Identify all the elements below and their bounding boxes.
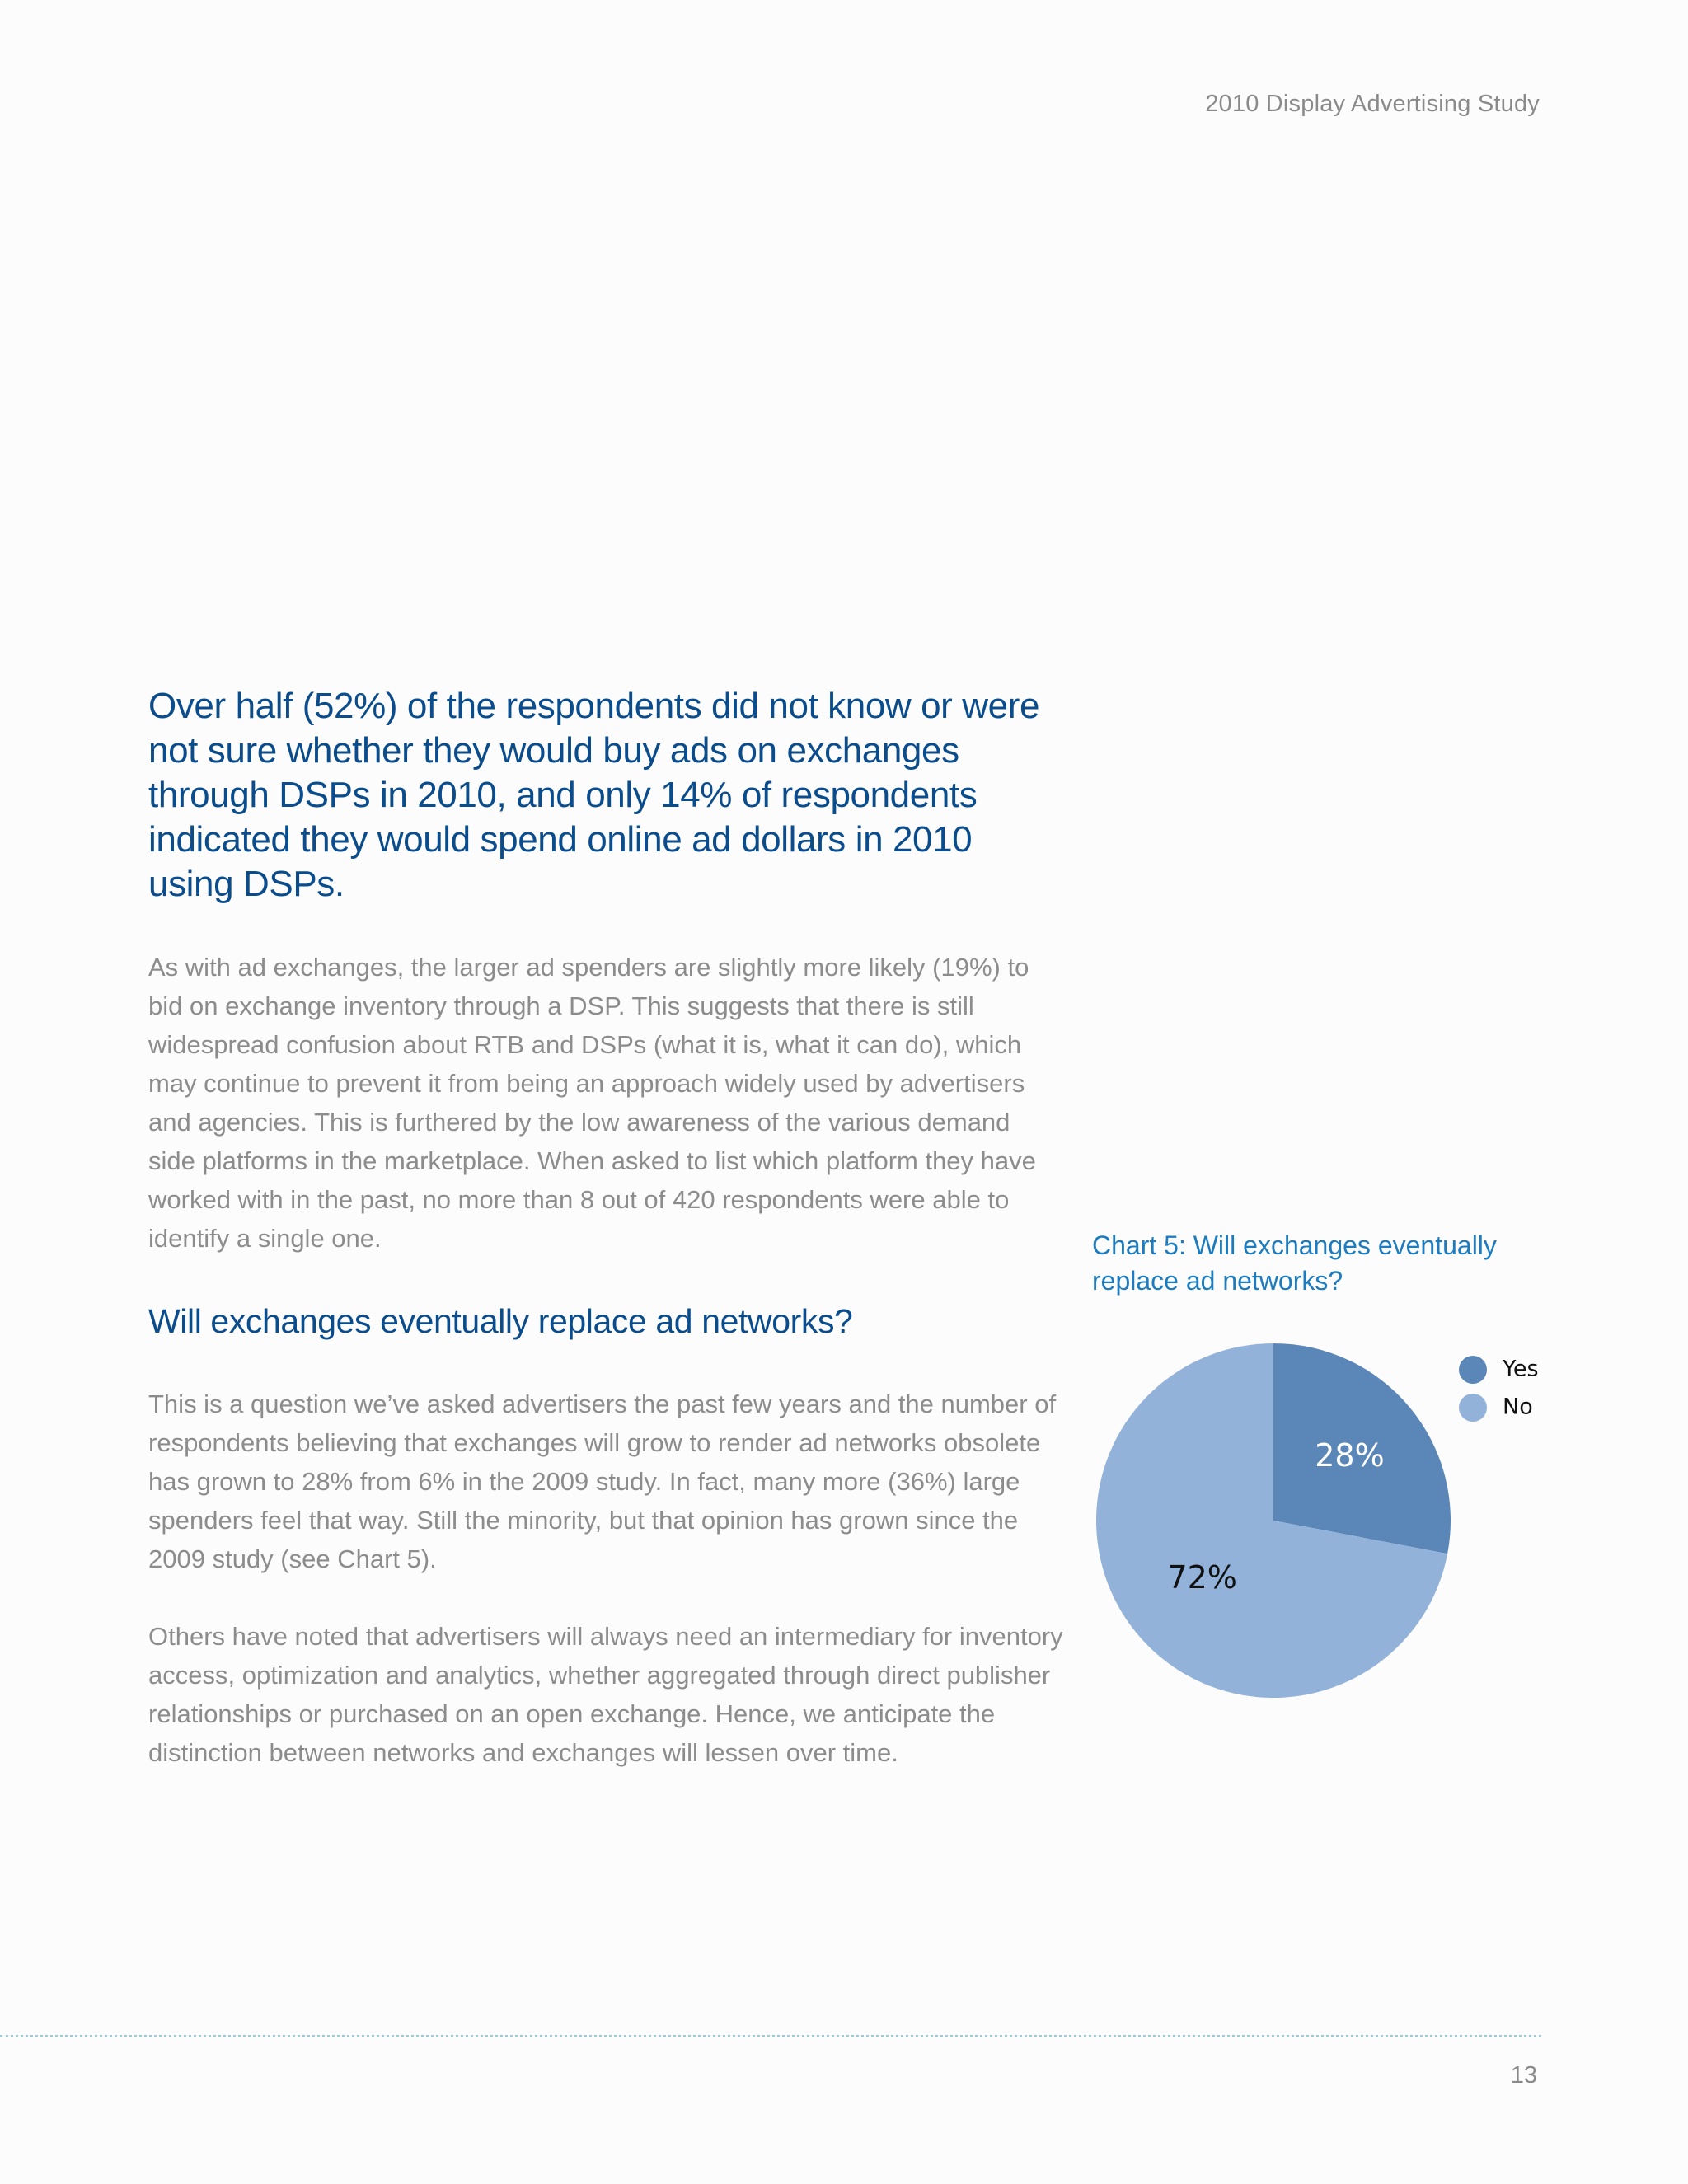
pull-quote: Over half (52%) of the respondents did not know or were not sure whether they would buy ads on exchanges through DSPs in 2010, and only 14% of respondents indicated they would spend online ad dollars in 2010 using DSPs. bbox=[148, 686, 1040, 904]
page-number: 13 bbox=[1510, 2062, 1537, 2088]
legend-swatch-no bbox=[1459, 1394, 1487, 1422]
body-paragraph: As with ad exchanges, the larger ad spenders are slightly more likely (19%) to bid on exchange inventory through a DSP. This suggests that there is still widespread confusion about RTB and DSPs (what it is, what it can do), which may continue to prevent it from being an approach widely used by advertisers and agencies. This is furthered by the low awareness of the various demand side platforms in the marketplace. When asked to list which platform they have worked with in the past, no more than 8 out of 420 respondents were able to identify a single one. bbox=[148, 953, 1036, 1253]
legend-swatch-yes bbox=[1459, 1356, 1487, 1384]
data-label-yes: 28% bbox=[1315, 1437, 1385, 1474]
pie-chart bbox=[1092, 1228, 1554, 1722]
legend-label-no: No bbox=[1503, 1394, 1533, 1420]
running-header: 2010 Display Advertising Study bbox=[1205, 91, 1540, 117]
body-paragraph: This is a question we’ve asked advertisers the past few years and the number of respondents believing that exchanges will grow to render ad networks obsolete has grown to 28% from 6% in the 2009 study. In fact, many more (36%) large spenders feel that way. Still the minority, but that opinion has grown since the 2009 study (see Chart 5). bbox=[148, 1390, 1057, 1573]
article-body bbox=[148, 684, 1063, 1772]
footer-divider bbox=[0, 2035, 1541, 2037]
data-label-no: 72% bbox=[1167, 1558, 1237, 1596]
section-heading: Will exchanges eventually replace ad networks? bbox=[148, 1302, 853, 1340]
chart-title: Chart 5: Will exchanges eventually replace ad networks? bbox=[1092, 1230, 1497, 1296]
pie-chart-canvas bbox=[1092, 1343, 1554, 1706]
legend-label-yes: Yes bbox=[1503, 1356, 1539, 1382]
body-paragraph: Others have noted that advertisers will always need an intermediary for inventory access, optimization and analytics, whether aggregated through direct publisher relationships or purchased on an open exchange. Hence, we anticipate the distinction between networks and exchanges will lessen over time. bbox=[148, 1622, 1063, 1767]
